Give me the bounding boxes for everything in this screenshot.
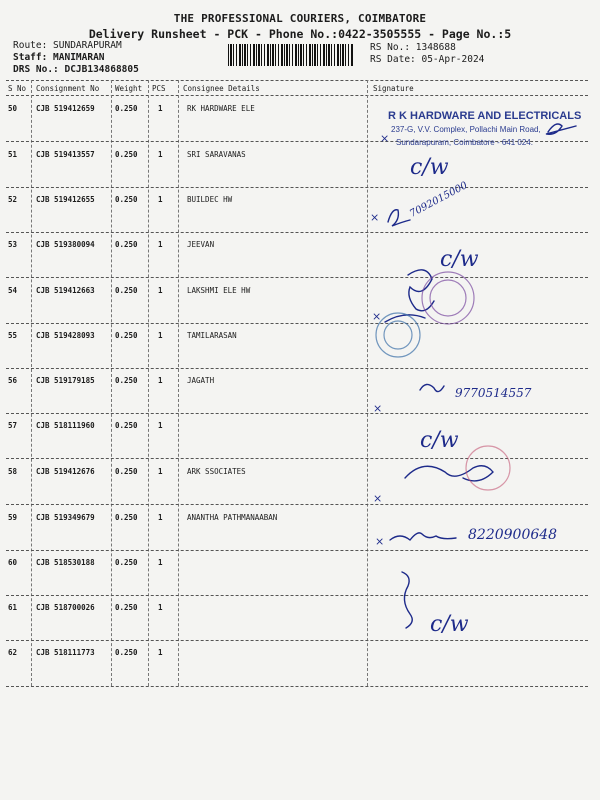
row-weight: 0.250 — [115, 104, 138, 113]
row-pcs: 1 — [158, 376, 163, 385]
signature-stroke — [420, 384, 444, 391]
row-consignment: CJB 519380094 — [36, 240, 95, 249]
seal-stamp — [422, 272, 474, 324]
signature-stroke — [402, 572, 412, 628]
signature-stroke — [408, 270, 434, 311]
col-signature: Signature — [373, 84, 414, 93]
stamp-address-line2: Sundarapuram, Coimbatore - 641 024. — [396, 138, 533, 147]
route-label: Route: SUNDARAPURAM — [13, 40, 122, 51]
row-pcs: 1 — [158, 513, 163, 522]
handwritten-phone: 9770514557 — [455, 386, 532, 400]
row-consignment: CJB 518111773 — [36, 648, 95, 657]
row-pcs: 1 — [158, 558, 163, 567]
stamp-address-line1: 237-G, V.V. Complex, Pollachi Main Road, — [391, 125, 541, 134]
runsheet-subtitle: Delivery Runsheet - PCK - Phone No.:0422-3505555 - Page No.:5 — [88, 27, 512, 41]
cross-mark: × — [370, 211, 380, 224]
row-consignment: CJB 519412655 — [36, 195, 95, 204]
row-weight: 0.250 — [115, 240, 138, 249]
signature-stroke — [405, 466, 493, 481]
cross-mark: × — [372, 310, 382, 323]
signature-stroke — [385, 315, 425, 322]
handwritten-cw: c/w — [420, 428, 459, 453]
row-sno: 52 — [8, 195, 18, 204]
cross-mark: × — [380, 132, 390, 145]
handwritten-cw: c/w — [440, 247, 479, 272]
row-pcs: 1 — [158, 331, 163, 340]
row-consignment: CJB 519412663 — [36, 286, 95, 295]
cross-mark: × — [373, 402, 383, 415]
signature-stroke — [390, 533, 456, 540]
col-consignee: Consignee Details — [183, 84, 260, 93]
row-weight: 0.250 — [115, 195, 138, 204]
row-sno: 59 — [8, 513, 18, 522]
signature-stroke — [388, 210, 410, 226]
row-consignment: CJB 518700026 — [36, 603, 95, 612]
seal-stamp — [376, 313, 420, 357]
row-weight: 0.250 — [115, 421, 138, 430]
signature-stroke — [546, 124, 576, 134]
cross-mark: × — [375, 535, 385, 548]
row-consignee: SRI SARAVANAS — [187, 150, 246, 159]
row-consignee: TAMILARASAN — [187, 331, 237, 340]
row-consignment: CJB 518530188 — [36, 558, 95, 567]
stamp-company-name: R K HARDWARE AND ELECTRICALS — [388, 110, 582, 122]
drs-number: DRS No.: DCJB134868805 — [13, 64, 139, 75]
row-sno: 61 — [8, 603, 18, 612]
row-consignment: CJB 519412659 — [36, 104, 95, 113]
cross-mark: × — [373, 492, 383, 505]
row-sno: 54 — [8, 286, 18, 295]
row-consignee: ANANTHA PATHMANAABAN — [187, 513, 278, 522]
row-sno: 57 — [8, 421, 18, 430]
row-consignee: ARK SSOCIATES — [187, 467, 246, 476]
row-pcs: 1 — [158, 240, 163, 249]
row-weight: 0.250 — [115, 467, 138, 476]
rs-number: RS No.: 1348688 — [370, 42, 456, 53]
col-pcs: PCS — [152, 84, 166, 93]
row-sno: 51 — [8, 150, 18, 159]
row-pcs: 1 — [158, 195, 163, 204]
row-consignment: CJB 519413557 — [36, 150, 95, 159]
row-consignee: RK HARDWARE ELE — [187, 104, 255, 113]
col-weight: Weight — [115, 84, 143, 93]
row-pcs: 1 — [158, 648, 163, 657]
row-weight: 0.250 — [115, 648, 138, 657]
row-pcs: 1 — [158, 603, 163, 612]
row-consignment: CJB 519179185 — [36, 376, 95, 385]
col-consignment: Consignment No — [36, 84, 100, 93]
handwritten-phone: 7092015000 — [408, 180, 470, 220]
company-title: THE PROFESSIONAL COURIERS, COIMBATORE — [173, 12, 427, 25]
handwritten-cw: c/w — [410, 155, 449, 180]
row-pcs: 1 — [158, 467, 163, 476]
col-sno: S No — [8, 84, 27, 93]
row-sno: 60 — [8, 558, 18, 567]
row-consignee: JAGATH — [187, 376, 215, 385]
row-consignment: CJB 518111960 — [36, 421, 95, 430]
row-consignment: CJB 519412676 — [36, 467, 95, 476]
staff-label: Staff: MANIMARAN — [13, 52, 105, 63]
row-sno: 56 — [8, 376, 18, 385]
row-weight: 0.250 — [115, 558, 138, 567]
row-weight: 0.250 — [115, 376, 138, 385]
row-consignee: LAKSHMI ELE HW — [187, 286, 251, 295]
row-pcs: 1 — [158, 104, 163, 113]
row-pcs: 1 — [158, 150, 163, 159]
row-weight: 0.250 — [115, 331, 138, 340]
rs-date: RS Date: 05-Apr-2024 — [370, 54, 485, 65]
row-sno: 53 — [8, 240, 18, 249]
row-sno: 58 — [8, 467, 18, 476]
row-sno: 62 — [8, 648, 18, 657]
handwritten-cw: c/w — [430, 612, 469, 637]
row-weight: 0.250 — [115, 286, 138, 295]
row-sno: 55 — [8, 331, 18, 340]
row-consignment: CJB 519349679 — [36, 513, 95, 522]
row-consignment: CJB 519428093 — [36, 331, 95, 340]
row-weight: 0.250 — [115, 150, 138, 159]
row-pcs: 1 — [158, 286, 163, 295]
row-weight: 0.250 — [115, 513, 138, 522]
row-weight: 0.250 — [115, 603, 138, 612]
row-consignee: JEEVAN — [187, 240, 215, 249]
handwritten-phone: 8220900648 — [468, 527, 558, 543]
row-consignee: BUILDEC HW — [187, 195, 233, 204]
row-pcs: 1 — [158, 421, 163, 430]
row-sno: 50 — [8, 104, 18, 113]
